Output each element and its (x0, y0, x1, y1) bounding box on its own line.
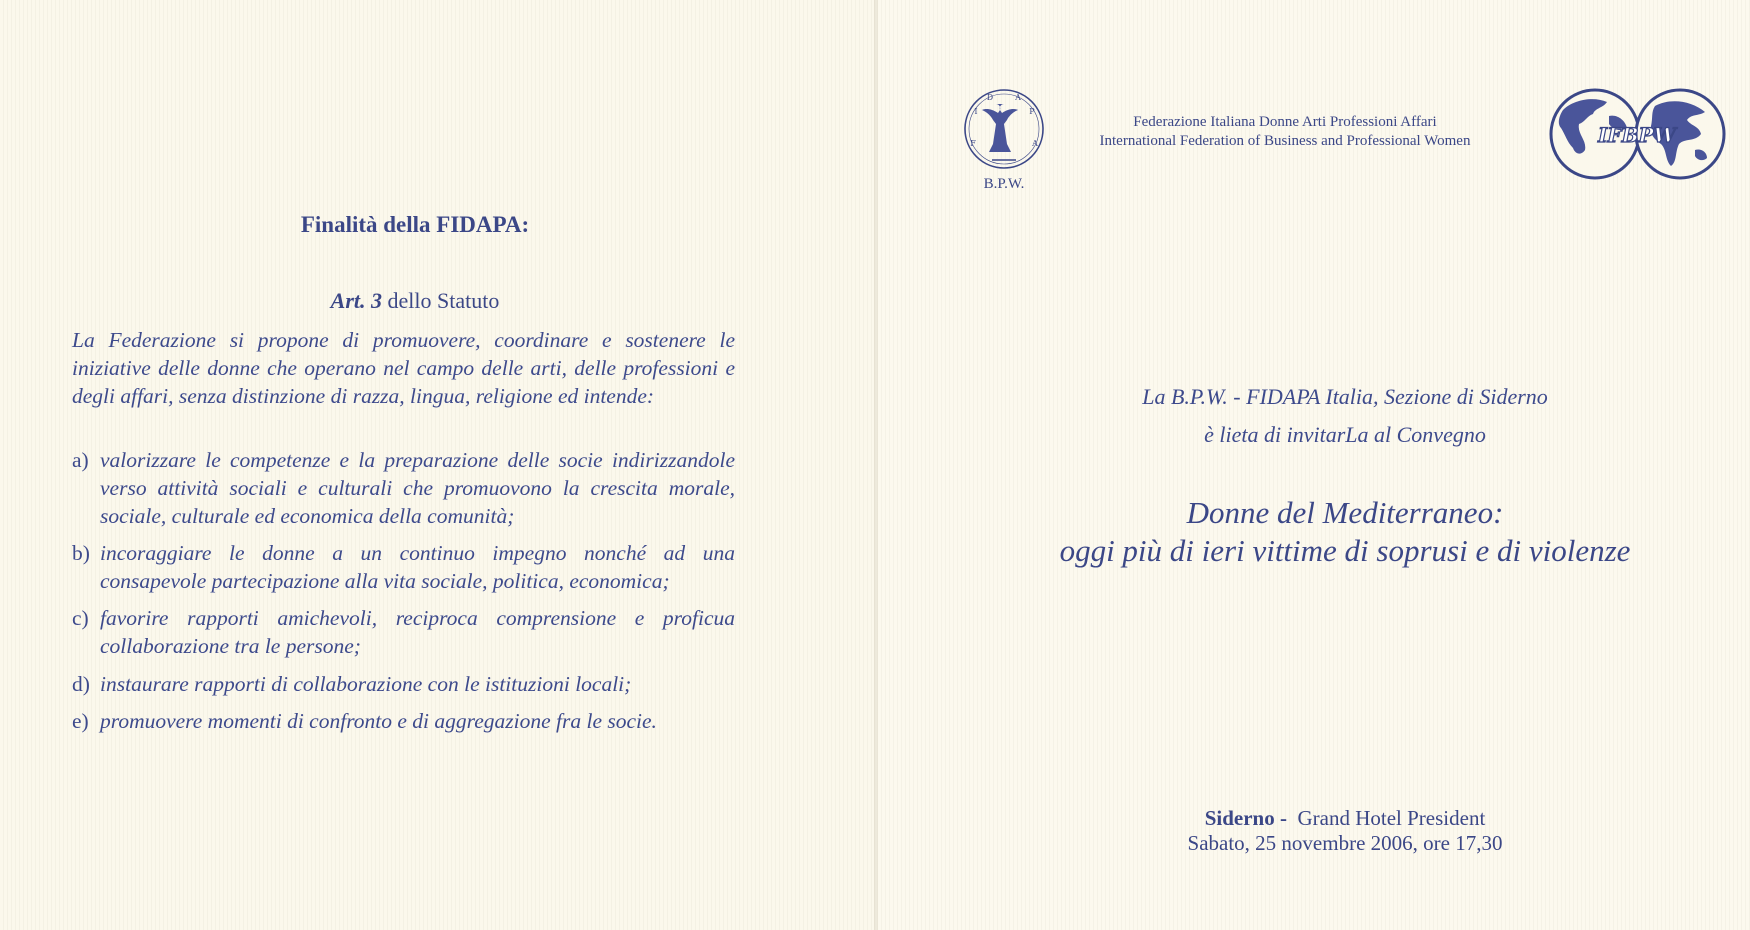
aim-letter: e) (72, 709, 89, 733)
event-date-time: Sabato, 25 novembre 2006, ore 17,30 (1187, 831, 1503, 855)
aim-item-c (72, 604, 735, 660)
fidapa-winged-figure-seal-icon (962, 86, 1046, 172)
aim-item-a (72, 446, 735, 530)
ifbpw-globes-icon (1545, 86, 1730, 182)
federation-name-english: International Federation of Business and Professional Women (1099, 133, 1471, 149)
aim-item-d (72, 670, 735, 698)
aim-letter: a) (72, 448, 89, 472)
aim-text: favorire rapporti amichevoli, reciproca comprensione e proficua collaborazione tra le persone; (100, 606, 735, 658)
aims-list (72, 446, 735, 735)
event-title-line-1: Donne del Mediterraneo: (1186, 495, 1504, 530)
aim-text: instaurare rapporti di collaborazione con le istituzioni locali; (100, 672, 632, 696)
svg-text:P: P (1029, 107, 1035, 116)
event-title-line-2: oggi più di ieri vittime di soprusi e di violenze (1059, 533, 1631, 568)
invite-line-1: La B.P.W. - FIDAPA Italia, Sezione di Siderno (1142, 384, 1548, 409)
svg-text:D: D (986, 93, 994, 102)
venue-line (1120, 806, 1570, 831)
article-suffix: dello Statuto (382, 288, 500, 313)
statute-intro: La Federazione si propone di promuovere, coordinare e sostenere le iniziative delle donne che operano nel campo delle arti, delle professioni e degli affari, senza distinzione di razza, lingua, religione ed intende: (72, 328, 735, 408)
aim-text: incoraggiare le donne a un continuo impegno nonché ad una consapevole partecipazione alla vita sociale, politica, economica; (100, 541, 735, 593)
aim-text: promuovere momenti di confronto e di aggregazione fra le socie. (100, 709, 657, 733)
venue-city: Siderno - (1204, 806, 1287, 830)
svg-text:A: A (1015, 93, 1021, 102)
aim-letter: d) (72, 672, 90, 696)
ifbpw-wordmark: IFBPW (1598, 123, 1676, 147)
aim-item-e (72, 707, 735, 735)
svg-text:A: A (1032, 139, 1038, 148)
federation-names (1070, 113, 1500, 151)
svg-text:I: I (974, 107, 978, 116)
article-number: Art. 3 (330, 288, 383, 313)
aim-text: valorizzare le competenze e la preparazione delle socie indirizzandole verso attività sociali e culturali che promuovono la crescita morale, sociale, culturale ed economica della comunità; (100, 448, 735, 528)
aim-letter: c) (72, 606, 89, 630)
bpw-caption: B.P.W. (983, 176, 1025, 192)
aim-item-b (72, 539, 735, 595)
invite-line-2: è lieta di invitarLa al Convegno (1204, 422, 1486, 447)
venue-place: Grand Hotel President (1297, 806, 1486, 830)
article-heading (0, 288, 830, 314)
finalita-heading: Finalità della FIDAPA: (300, 212, 530, 237)
svg-text:F: F (970, 139, 976, 148)
federation-name-italian: Federazione Italiana Donne Arti Professioni Affari (1133, 114, 1437, 130)
aim-letter: b) (72, 541, 90, 565)
